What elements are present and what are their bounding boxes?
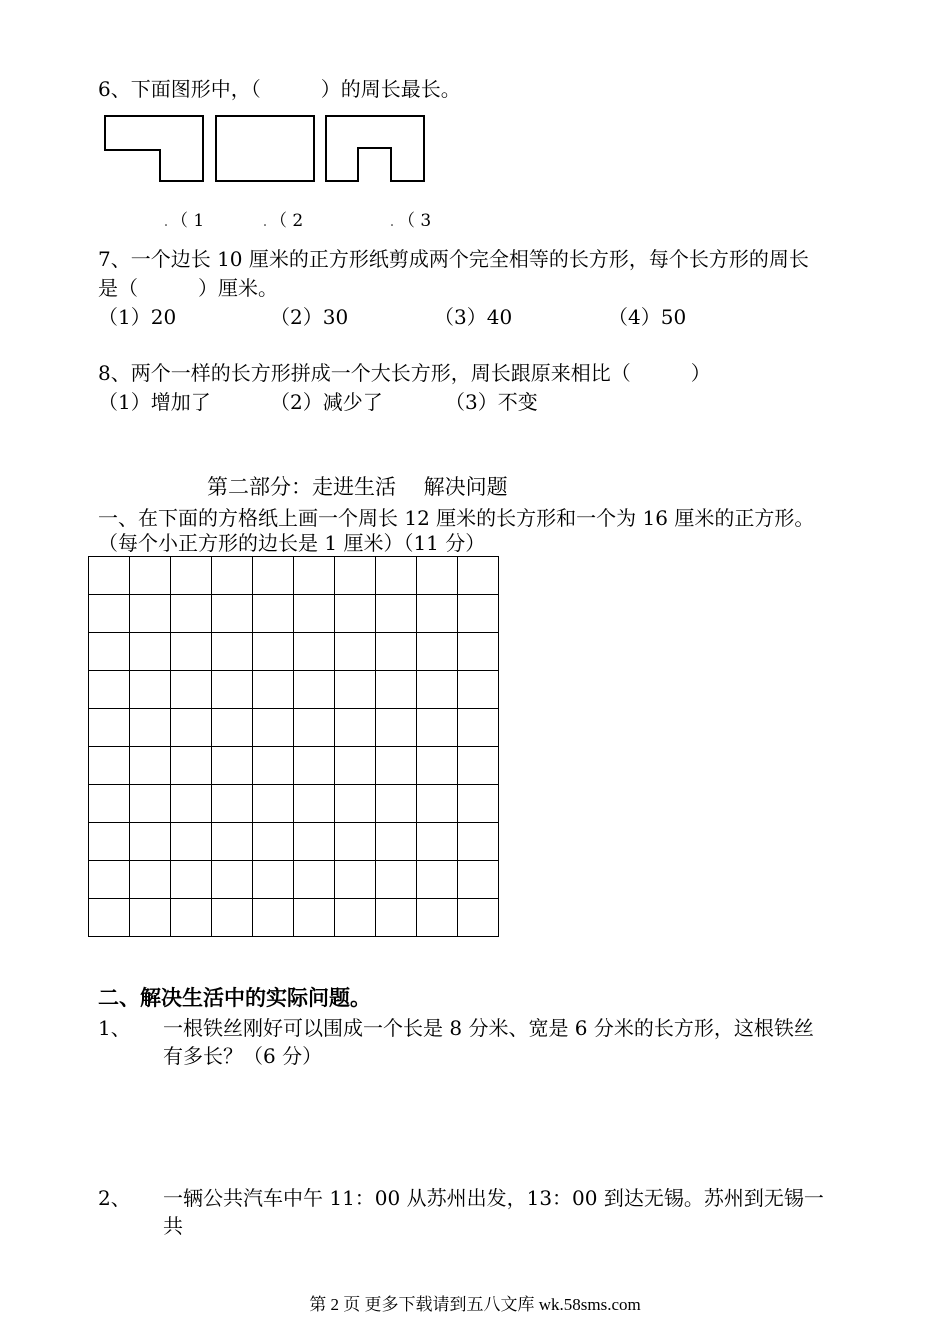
grid-cell[interactable] (376, 899, 417, 937)
grid-row (89, 709, 499, 747)
q6-option-3: （ 3 (398, 211, 432, 231)
problem2-number: 2、 (98, 1186, 131, 1210)
grid-cell[interactable] (376, 671, 417, 709)
grid-cell[interactable] (89, 747, 130, 785)
grid-cell[interactable] (417, 785, 458, 823)
grid-cell[interactable] (417, 747, 458, 785)
q7-option-3: （3）40 (434, 305, 513, 329)
grid-row (89, 861, 499, 899)
q7-option-2: （2）30 (270, 305, 349, 329)
grid-cell[interactable] (458, 633, 499, 671)
grid-cell[interactable] (253, 785, 294, 823)
grid-cell[interactable] (253, 671, 294, 709)
q7-line-1: 7、一个边长 10 厘米的正方形纸剪成两个完全相等的长方形，每个长方形的周长 (98, 247, 809, 271)
problem1-number: 1、 (98, 1016, 131, 1040)
grid-cell[interactable] (335, 557, 376, 595)
section1-line-1: 一、在下面的方格纸上画一个周长 12 厘米的长方形和一个为 16 厘米的正方形。 (98, 506, 815, 530)
grid-row (89, 747, 499, 785)
grid-cell[interactable] (130, 633, 171, 671)
grid-cell[interactable] (417, 671, 458, 709)
grid-cell[interactable] (212, 709, 253, 747)
grid-cell[interactable] (294, 671, 335, 709)
grid-cell[interactable] (130, 747, 171, 785)
q6-tick-mark (165, 224, 167, 226)
grid-cell[interactable] (294, 861, 335, 899)
grid-row (89, 633, 499, 671)
grid-cell[interactable] (294, 747, 335, 785)
grid-cell[interactable] (335, 595, 376, 633)
grid-cell[interactable] (335, 785, 376, 823)
grid-cell[interactable] (417, 557, 458, 595)
grid-cell[interactable] (335, 899, 376, 937)
grid-cell[interactable] (376, 823, 417, 861)
grid-cell[interactable] (212, 671, 253, 709)
q6-tick-mark (264, 224, 266, 226)
problem2-line-2: 共 (163, 1214, 183, 1238)
grid-cell[interactable] (212, 557, 253, 595)
grid-row (89, 899, 499, 937)
grid-cell[interactable] (89, 785, 130, 823)
q8-option-1: （1）增加了 (98, 390, 211, 414)
grid-cell[interactable] (212, 633, 253, 671)
grid-cell[interactable] (294, 557, 335, 595)
grid-cell[interactable] (171, 557, 212, 595)
grid-cell[interactable] (212, 861, 253, 899)
grid-cell[interactable] (171, 595, 212, 633)
q8-option-2: （2）减少了 (270, 390, 383, 414)
grid-cell[interactable] (89, 595, 130, 633)
section1-line-2: （每个小正方形的边长是 1 厘米）（11 分） (98, 531, 486, 555)
grid-cell[interactable] (417, 861, 458, 899)
grid-cell[interactable] (171, 899, 212, 937)
grid-cell[interactable] (130, 861, 171, 899)
drawing-grid[interactable] (88, 556, 499, 937)
grid-cell[interactable] (335, 633, 376, 671)
grid-cell[interactable] (458, 595, 499, 633)
grid-cell[interactable] (417, 595, 458, 633)
grid-cell[interactable] (458, 861, 499, 899)
grid-cell[interactable] (417, 823, 458, 861)
grid-cell[interactable] (253, 557, 294, 595)
problem1-line-2: 有多长？（6 分） (163, 1044, 323, 1068)
q7-option-4: （4）50 (608, 305, 687, 329)
grid-cell[interactable] (171, 823, 212, 861)
grid-cell[interactable] (376, 709, 417, 747)
grid-cell[interactable] (89, 557, 130, 595)
grid-cell[interactable] (294, 823, 335, 861)
grid-cell[interactable] (130, 671, 171, 709)
grid-cell[interactable] (130, 709, 171, 747)
grid-cell[interactable] (376, 861, 417, 899)
grid-cell[interactable] (89, 709, 130, 747)
page-footer: 第 2 页 更多下载请到五八文库 wk.58sms.com (309, 1295, 641, 1314)
grid-cell[interactable] (335, 823, 376, 861)
grid-cell[interactable] (376, 747, 417, 785)
grid-cell[interactable] (130, 557, 171, 595)
grid-cell[interactable] (253, 861, 294, 899)
grid-cell[interactable] (171, 709, 212, 747)
grid-cell[interactable] (376, 595, 417, 633)
q8-option-3: （3）不变 (445, 390, 538, 414)
grid-cell[interactable] (89, 899, 130, 937)
q6-shapes-figure (0, 0, 950, 240)
grid-cell[interactable] (458, 823, 499, 861)
q6-option-2: （ 2 (270, 211, 304, 231)
q6-shape-2 (216, 116, 314, 181)
grid-cell[interactable] (89, 633, 130, 671)
q7-line-2: 是（ ）厘米。 (98, 276, 278, 300)
grid-cell[interactable] (376, 557, 417, 595)
q6-shape-1 (105, 116, 203, 181)
grid-cell[interactable] (130, 823, 171, 861)
problem1-line-1: 一根铁丝刚好可以围成一个长是 8 分米、宽是 6 分米的长方形，这根铁丝 (163, 1016, 814, 1040)
grid-cell[interactable] (212, 899, 253, 937)
grid-cell[interactable] (458, 785, 499, 823)
grid-row (89, 557, 499, 595)
q8-question: 8、两个一样的长方形拼成一个大长方形，周长跟原来相比（ ） (98, 361, 711, 385)
grid-cell[interactable] (253, 595, 294, 633)
grid-row (89, 595, 499, 633)
grid-cell[interactable] (335, 709, 376, 747)
grid-cell[interactable] (212, 823, 253, 861)
grid-cell[interactable] (171, 633, 212, 671)
section2-title: 二、解决生活中的实际问题。 (98, 985, 371, 1010)
grid-cell[interactable] (335, 861, 376, 899)
problem2-line-1: 一辆公共汽车中午 11：00 从苏州出发，13：00 到达无锡。苏州到无锡一 (163, 1186, 824, 1210)
grid-cell[interactable] (294, 633, 335, 671)
q6-shape-3 (326, 116, 424, 181)
grid-row (89, 671, 499, 709)
grid-cell[interactable] (130, 785, 171, 823)
part2-title: 第二部分：走进生活 解决问题 (207, 475, 508, 499)
grid-cell[interactable] (89, 823, 130, 861)
grid-cell[interactable] (171, 861, 212, 899)
grid-cell[interactable] (458, 899, 499, 937)
q6-option-1: （ 1 (171, 211, 205, 231)
grid-cell[interactable] (376, 785, 417, 823)
grid-cell[interactable] (171, 671, 212, 709)
grid-cell[interactable] (417, 899, 458, 937)
grid-cell[interactable] (458, 709, 499, 747)
grid-cell[interactable] (335, 671, 376, 709)
grid-row (89, 823, 499, 861)
grid-cell[interactable] (212, 595, 253, 633)
grid-cell[interactable] (335, 747, 376, 785)
grid-cell[interactable] (294, 595, 335, 633)
grid-cell[interactable] (130, 595, 171, 633)
grid-cell[interactable] (458, 557, 499, 595)
grid-row (89, 785, 499, 823)
grid-cell[interactable] (294, 709, 335, 747)
grid-cell[interactable] (89, 861, 130, 899)
grid-cell[interactable] (458, 671, 499, 709)
grid-cell[interactable] (253, 633, 294, 671)
grid-cell[interactable] (417, 709, 458, 747)
grid-cell[interactable] (253, 899, 294, 937)
grid-cell[interactable] (212, 785, 253, 823)
grid-cell[interactable] (294, 785, 335, 823)
grid-cell[interactable] (171, 785, 212, 823)
grid-cell[interactable] (253, 709, 294, 747)
grid-cell[interactable] (417, 633, 458, 671)
grid-cell[interactable] (171, 747, 212, 785)
grid-cell[interactable] (294, 899, 335, 937)
grid-cell[interactable] (253, 747, 294, 785)
grid-cell[interactable] (458, 747, 499, 785)
grid-cell[interactable] (253, 823, 294, 861)
grid-cell[interactable] (376, 633, 417, 671)
q6-tick-mark (391, 224, 393, 226)
grid-cell[interactable] (212, 747, 253, 785)
grid-cell[interactable] (130, 899, 171, 937)
grid-cell[interactable] (89, 671, 130, 709)
q7-option-1: （1）20 (98, 305, 177, 329)
q6-question: 6、下面图形中，（ ）的周长最长。 (98, 77, 461, 101)
